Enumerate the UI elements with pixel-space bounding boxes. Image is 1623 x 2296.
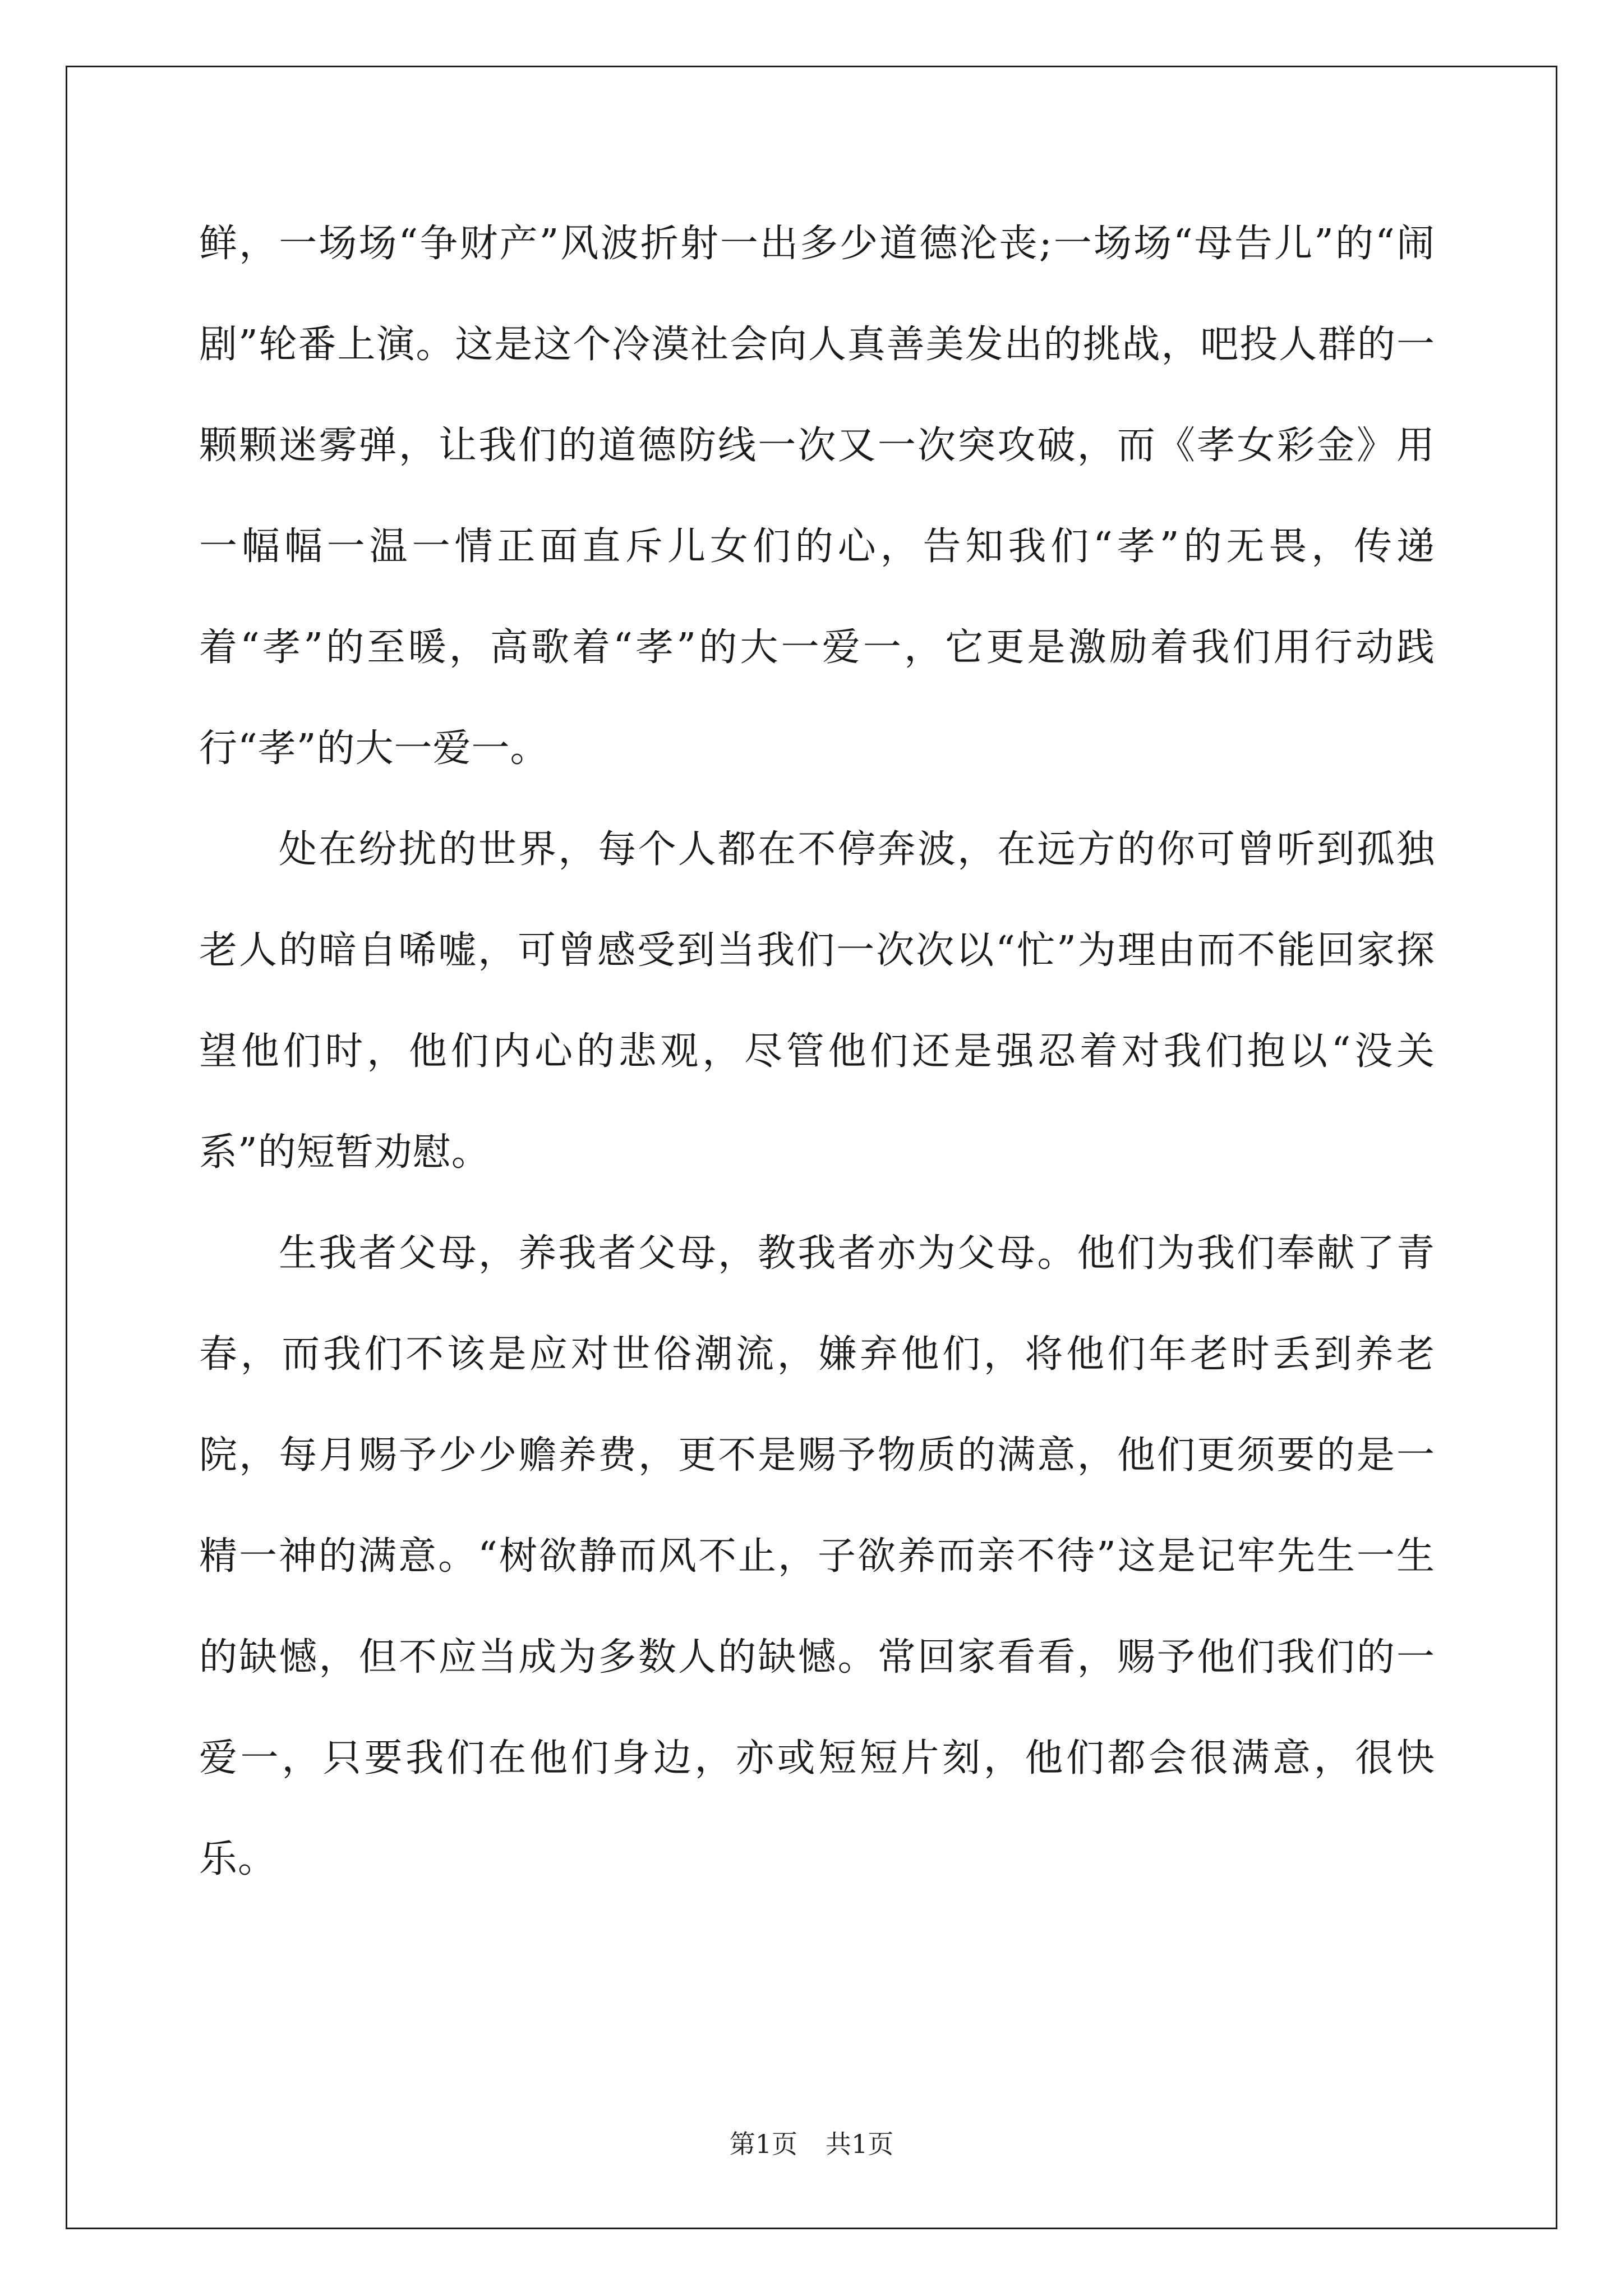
paragraph-1: 鲜，一场场“争财产”风波折射一出多少道德沦丧;一场场“母告儿”的“闹剧”轮番上演。这是这个冷漠社会向人真善美发出的挑战，吧投人群的一颗颗迷雾弹，让我们的道德防线一次又一次突攻破，而《孝女彩金》用一幅幅一温一情正面直斥儿女们的心，告知我们“孝”的无畏，传递着“孝”的至暖，高歌着“孝”的大一爱一，它更是激励着我们用行动践行“孝”的大一爱一。 — [199, 222, 1435, 771]
paragraph-3: 生我者父母，养我者父母，教我者亦为父母。他们为我们奉献了青春，而我们不该是应对世俗潮流，嫌弃他们，将他们年老时丢到养老院，每月赐予少少赡养费，更不是赐予物质的满意，他们更须要的是一精一神的满意。“树欲静而风不止，子欲养而亲不待”这是记牢先生一生的缺憾，但不应当成为多数人的缺憾。常回家看看，赐予他们我们的一爱一，只要我们在他们身边，亦或短短片刻，他们都会很满意，很快乐。 — [199, 1231, 1435, 1881]
page-number-current: 第1页 — [729, 2129, 797, 2159]
page-footer — [0, 2127, 1623, 2161]
page-number-total: 共1页 — [826, 2129, 894, 2159]
paragraph-2: 处在纷扰的世界，每个人都在不停奔波，在远方的你可曾听到孤独老人的暗自唏嘘，可曾感受到当我们一次次以“忙”为理由而不能回家探望他们时，他们内心的悲观，尽管他们还是强忍着对我们抱以“没关系”的短暂劝慰。 — [199, 827, 1435, 1175]
document-body — [199, 194, 1435, 1910]
